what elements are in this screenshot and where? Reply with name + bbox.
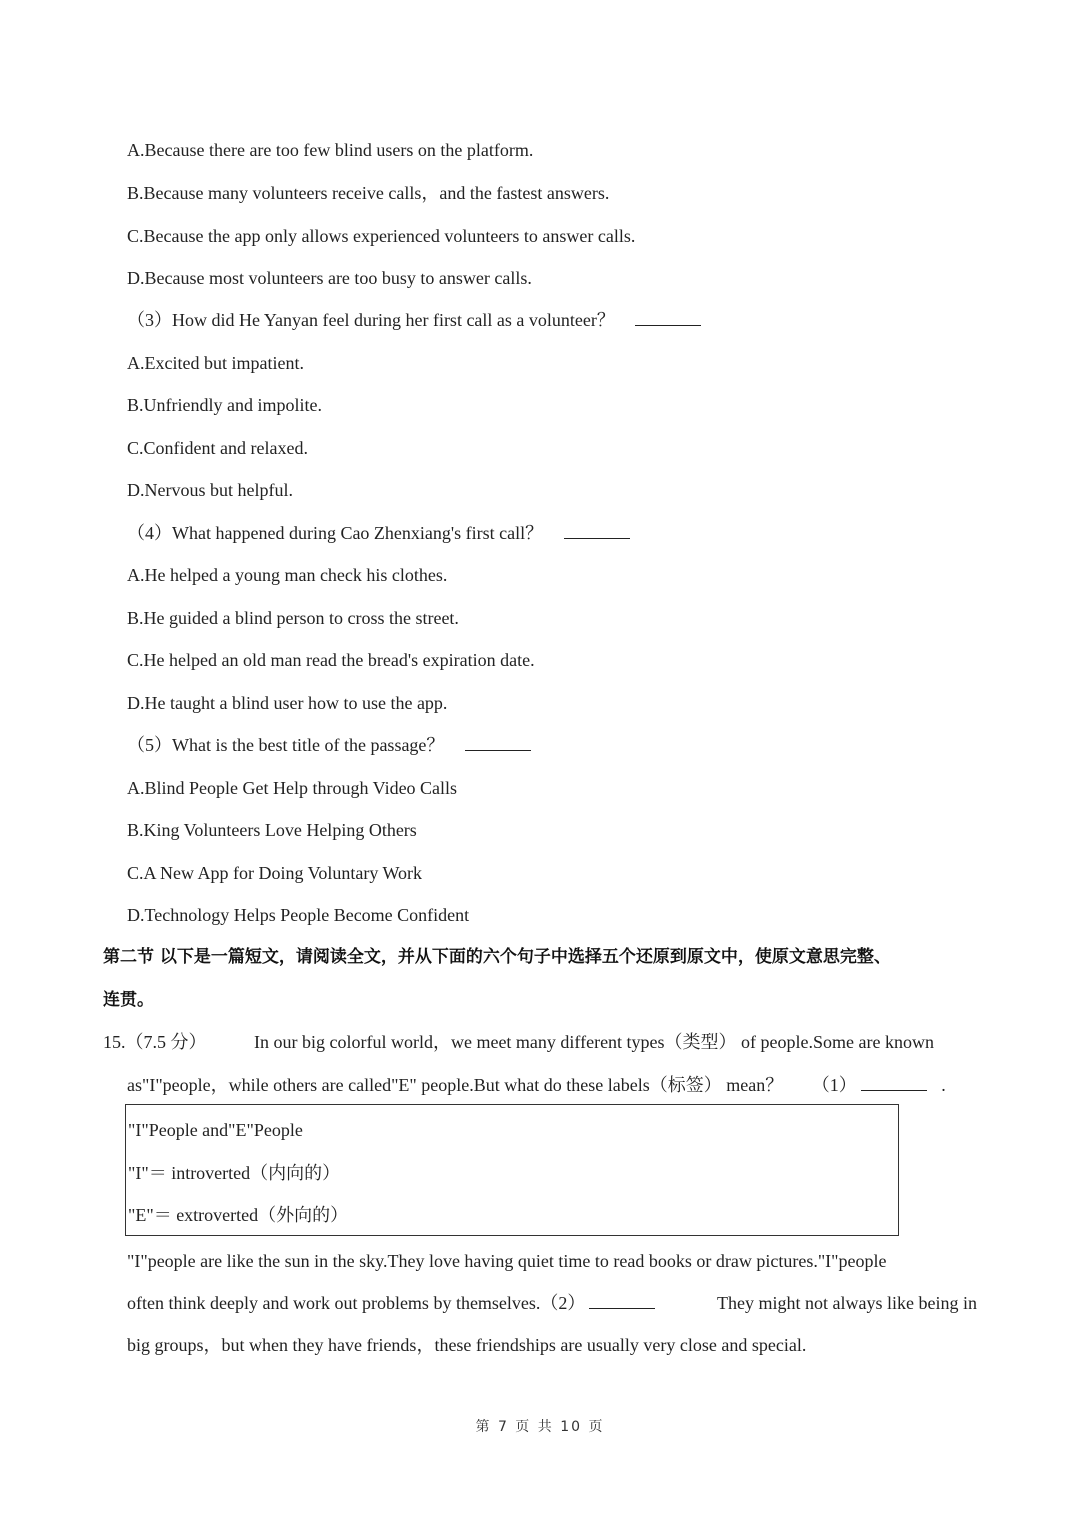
section-2-heading: 第二节 以下是一篇短文，请阅读全文，并从下面的六个句子中选择五个还原到原文中，使原文意思完整、 [103,947,891,967]
q2-option-d: D.Because most volunteers are too busy to answer calls. [127,268,532,288]
passage-line-2-text [127,1291,655,1315]
q4-stem: （4）What happened during Cao Zhenxiang's first call？ [127,523,544,543]
q4-option-d: D.He taught a blind user how to use the app. [127,693,448,713]
q15-blank-1[interactable] [861,1074,927,1091]
q4-option-c: C.He helped an old man read the bread's expiration date. [127,650,535,670]
q3-option-a: A.Excited but impatient. [127,353,304,373]
page-footer: 第 7 页 共 10 页 [475,1419,605,1435]
box-e-definition: "E"＝ extroverted（外向的） [128,1205,349,1225]
q15-intro-text: as"I"people，while others are called"E" people.But what do these labels（标签） mean？ [127,1075,784,1095]
q15-number: 15.（7.5 分） [103,1032,207,1052]
q4-answer-blank[interactable] [564,522,630,539]
q2-option-c: C.Because the app only allows experienced volunteers to answer calls. [127,226,636,246]
q3-option-c: C.Confident and relaxed. [127,438,308,458]
q5-stem: （5）What is the best title of the passage？ [127,735,445,755]
q3-option-d: D.Nervous but helpful. [127,480,293,500]
q4-option-b: B.He guided a blind person to cross the street. [127,608,459,628]
q3-stem: （3）How did He Yanyan feel during her first call as a volunteer？ [127,310,615,330]
q5-option-b: B.King Volunteers Love Helping Others [127,820,417,840]
q4-option-a: A.He helped a young man check his clothes. [127,565,448,585]
q5-stem-row [127,733,531,757]
q15-intro-period: . [941,1075,946,1095]
q5-option-a: A.Blind People Get Help through Video Calls [127,778,458,798]
passage-line-2-start: often think deeply and work out problems by themselves.（2） [127,1293,586,1313]
passage-line-2 [127,1291,977,1315]
passage-line-3: big groups，but when they have friends，these friendships are usually very close and special. [127,1335,807,1355]
q15-intro-line1: In our big colorful world，we meet many different types（类型） of people.Some are known [254,1032,935,1052]
passage-blank-2[interactable] [589,1292,655,1309]
passage-line-2-end: They might not always like being in [717,1293,977,1313]
q15-intro-line2 [127,1073,946,1097]
q5-answer-blank[interactable] [465,734,531,751]
q15-blank-1-label: （1） [811,1075,857,1095]
definition-box [125,1104,899,1236]
q5-option-c: C.A New App for Doing Voluntary Work [127,863,423,883]
q2-option-a: A.Because there are too few blind users on the platform. [127,140,534,160]
q4-stem-row [127,521,630,545]
section-2-heading-cont: 连贯。 [103,990,154,1010]
q3-answer-blank[interactable] [635,309,701,326]
q3-option-b: B.Unfriendly and impolite. [127,395,322,415]
q5-option-d: D.Technology Helps People Become Confident [127,905,470,925]
q3-stem-row [127,308,701,332]
box-i-definition: "I"＝ introverted（内向的） [128,1163,341,1183]
q2-option-b: B.Because many volunteers receive calls，and the fastest answers. [127,183,610,203]
box-title: "I"People and"E"People [128,1120,303,1140]
passage-line-1: "I"people are like the sun in the sky.They love having quiet time to read books or draw pictures."I"people [127,1251,887,1271]
